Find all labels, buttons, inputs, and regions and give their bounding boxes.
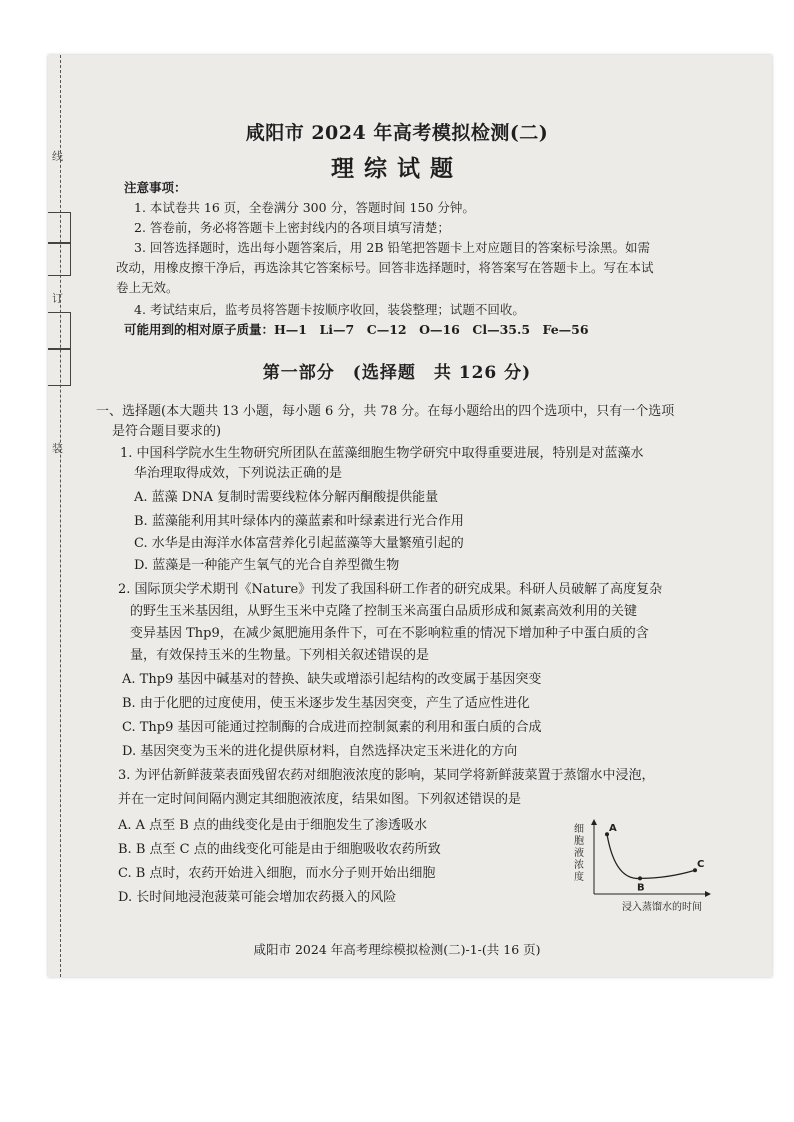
question-2-stem: 量，有效保持玉米的生物量。下列相关叙述错误的是 — [130, 648, 430, 663]
question-1-option-a: A. 蓝藻 DNA 复制时需要线粒体分解丙酮酸提供能量 — [134, 490, 439, 505]
question-1-stem: 1. 中国科学院水生生物研究所团队在蓝藻细胞生物学研究中取得重要进展，特别是对蓝藻水 — [120, 446, 644, 461]
question-1-option-c: C. 水华是由海洋水体富营养化引起蓝藻等大量繁殖引起的 — [134, 536, 464, 551]
chart-point-label: A — [609, 823, 617, 835]
atomic-masses: 可能用到的相对原子质量：H—1 Li—7 C—12 O—16 Cl—35.5 Fe—56 — [124, 322, 589, 337]
chart-curve — [607, 834, 695, 878]
note-line: 1. 本试卷共 16 页，全卷满分 300 分，答题时间 150 分钟。 — [134, 200, 475, 215]
question-1-option-b: B. 蓝藻能利用其叶绿体内的藻蓝素和叶绿素进行光合作用 — [134, 514, 464, 529]
exam-title: 咸阳市 2024 年高考模拟检测(二) — [245, 122, 549, 144]
cell-sap-chart — [574, 818, 714, 916]
question-2-stem: 2. 国际顶尖学术期刊《Nature》刊发了我国科研工作者的研究成果。科研人员破解了高度复杂 — [118, 582, 663, 597]
question-1-option-d: D. 蓝藻是一种能产生氧气的光合自养型微生物 — [134, 558, 400, 573]
note-line: 4. 考试结束后，监考员将答题卡按顺序收回，装袋整理；试题不回收。 — [134, 302, 525, 317]
chart-xlabel: 浸入蒸馏水的时间 — [622, 902, 702, 913]
exam-subject: 理综试题 — [331, 155, 463, 182]
question-3-option-b: B. B 点至 C 点的曲线变化可能是由于细胞吸收农药所致 — [118, 842, 441, 857]
section-instruction: 一、选择题(本大题共 13 小题，每小题 6 分，共 78 分。在每小题给出的四个选项中，只有一个选项 — [96, 404, 675, 419]
chart-point-label: B — [637, 882, 645, 894]
question-1-stem: 华治理取得成效，下列说法正确的是 — [134, 466, 343, 481]
notes-heading: 注意事项： — [124, 180, 187, 195]
question-2-stem: 变异基因 Thp9，在减少氮肥施用条件下，可在不影响粒重的情况下增加种子中蛋白质的含 — [130, 626, 649, 641]
note-line: 改动，用橡皮擦干净后，再选涂其它答案标号。回答非选择题时，将答案写在答题卡上。写在本试 — [116, 260, 654, 275]
section-title: 第一部分 (选择题 共 126 分) — [262, 363, 532, 383]
chart-point-label: C — [697, 859, 705, 871]
question-2-option-c: C. Thp9 基因可能通过控制酶的合成进而控制氮素的利用和蛋白质的合成 — [122, 720, 542, 735]
chart-ylabel: 细胞液浓度 — [574, 824, 584, 883]
question-2-option-a: A. Thp9 基因中碱基对的替换、缺失或增添引起结构的改变属于基因突变 — [122, 672, 542, 687]
margin-field-box — [48, 242, 71, 276]
margin-mark: 订 — [52, 292, 63, 305]
question-3-option-d: D. 长时间地浸泡菠菜可能会增加农药摄入的风险 — [118, 890, 397, 905]
question-2-option-b: B. 由于化肥的过度使用，使玉米逐步发生基因突变，产生了适应性进化 — [122, 696, 530, 711]
question-3-option-a: A. A 点至 B 点的曲线变化是由于细胞发生了渗透吸水 — [118, 818, 427, 833]
y-axis-arrow — [591, 819, 597, 825]
margin-field-box — [48, 212, 71, 244]
page-footer: 咸阳市 2024 年高考理综模拟检测(二)-1-(共 16 页) — [253, 942, 541, 957]
binding-line — [60, 55, 62, 977]
chart-plot — [574, 818, 714, 902]
question-3-option-c: C. B 点时，农药开始进入细胞，而水分子则开始出细胞 — [118, 866, 436, 881]
margin-mark: 线 — [52, 150, 63, 163]
margin-field-box — [48, 312, 71, 350]
x-axis-arrow — [705, 891, 711, 897]
question-2-stem: 的野生玉米基因组，从野生玉米中克隆了控制玉米高蛋白品质形成和氮素高效利用的关键 — [130, 604, 638, 619]
note-line: 3. 回答选择题时，选出每小题答案后，用 2B 铅笔把答题卡上对应题目的答案标号涂黑。如需 — [134, 240, 650, 255]
margin-mark: 装 — [52, 442, 63, 455]
section-instruction: 是符合题目要求的) — [112, 424, 222, 439]
question-2-option-d: D. 基因突变为玉米的进化提供原材料，自然选择决定玉米进化的方向 — [122, 744, 518, 759]
chart-point-b — [638, 876, 642, 880]
note-line: 2. 答卷前，务必将答题卡上密封线内的各项目填写清楚； — [134, 220, 450, 235]
question-3-stem: 3. 为评估新鲜菠菜表面残留农药对细胞液浓度的影响，某同学将新鲜菠菜置于蒸馏水中浸泡， — [118, 768, 655, 783]
note-line: 卷上无效。 — [116, 280, 179, 295]
question-3-stem: 并在一定时间间隔内测定其细胞液浓度，结果如图。下列叙述错误的是 — [118, 792, 522, 807]
